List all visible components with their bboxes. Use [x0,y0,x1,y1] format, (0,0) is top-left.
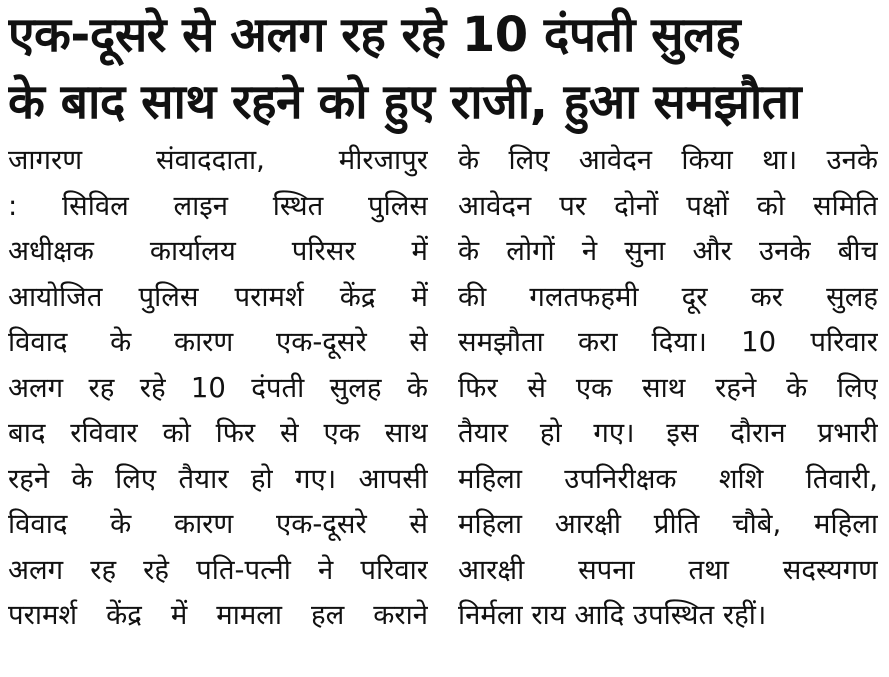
column-right [458,138,878,639]
column-left [8,138,428,639]
body-line: की गलतफहमी दूर कर सुलह [458,280,878,313]
body-line: महिला उपनिरीक्षक शशि तिवारी, [458,462,878,495]
body-line: महिला आरक्षी प्रीति चौबे, महिला [458,508,878,540]
body-line: विवाद के कारण एक-दूसरे से [8,508,428,540]
body-line: बाद रविवार को फिर से एक साथ [8,417,428,449]
body-line: रहने के लिए तैयार हो गए। आपसी [8,462,428,495]
body-line: आयोजित पुलिस परामर्श केंद्र में [8,280,428,313]
body-line: आरक्षी सपना तथा सदस्यगण [458,553,878,586]
body-line: : सिविल लाइन स्थित पुलिस [8,189,428,222]
body-line: जागरण संवाददाता, मीरजापुर [8,144,428,176]
body-line: अलग रह रहे 10 दंपती सुलह के [8,371,428,404]
body-line: के लिए आवेदन किया था। उनके [458,144,878,176]
body-line: तैयार हो गए। इस दौरान प्रभारी [458,417,878,449]
body-line: आवेदन पर दोनों पक्षों को समिति [458,189,878,222]
headline-line: के बाद साथ रहने को हुए राजी, हुआ समझौता [8,74,802,130]
body-line: विवाद के कारण एक-दूसरे से [8,326,428,358]
body-line: के लोगों ने सुना और उनके बीच [458,235,878,267]
article-body [8,138,881,639]
body-line: समझौता करा दिया। 10 परिवार [458,326,878,358]
body-line: फिर से एक साथ रहने के लिए [458,371,878,404]
headline [8,2,881,136]
body-line: अधीक्षक कार्यालय परिसर में [8,235,428,267]
body-line: निर्मला राय आदि उपस्थित रहीं। [458,599,767,631]
body-line: अलग रह रहे पति-पत्नी ने परिवार [8,553,428,586]
headline-line: एक-दूसरे से अलग रह रहे 10 दंपती सुलह [8,7,741,63]
body-line: परामर्श केंद्र में मामला हल कराने [8,599,428,631]
